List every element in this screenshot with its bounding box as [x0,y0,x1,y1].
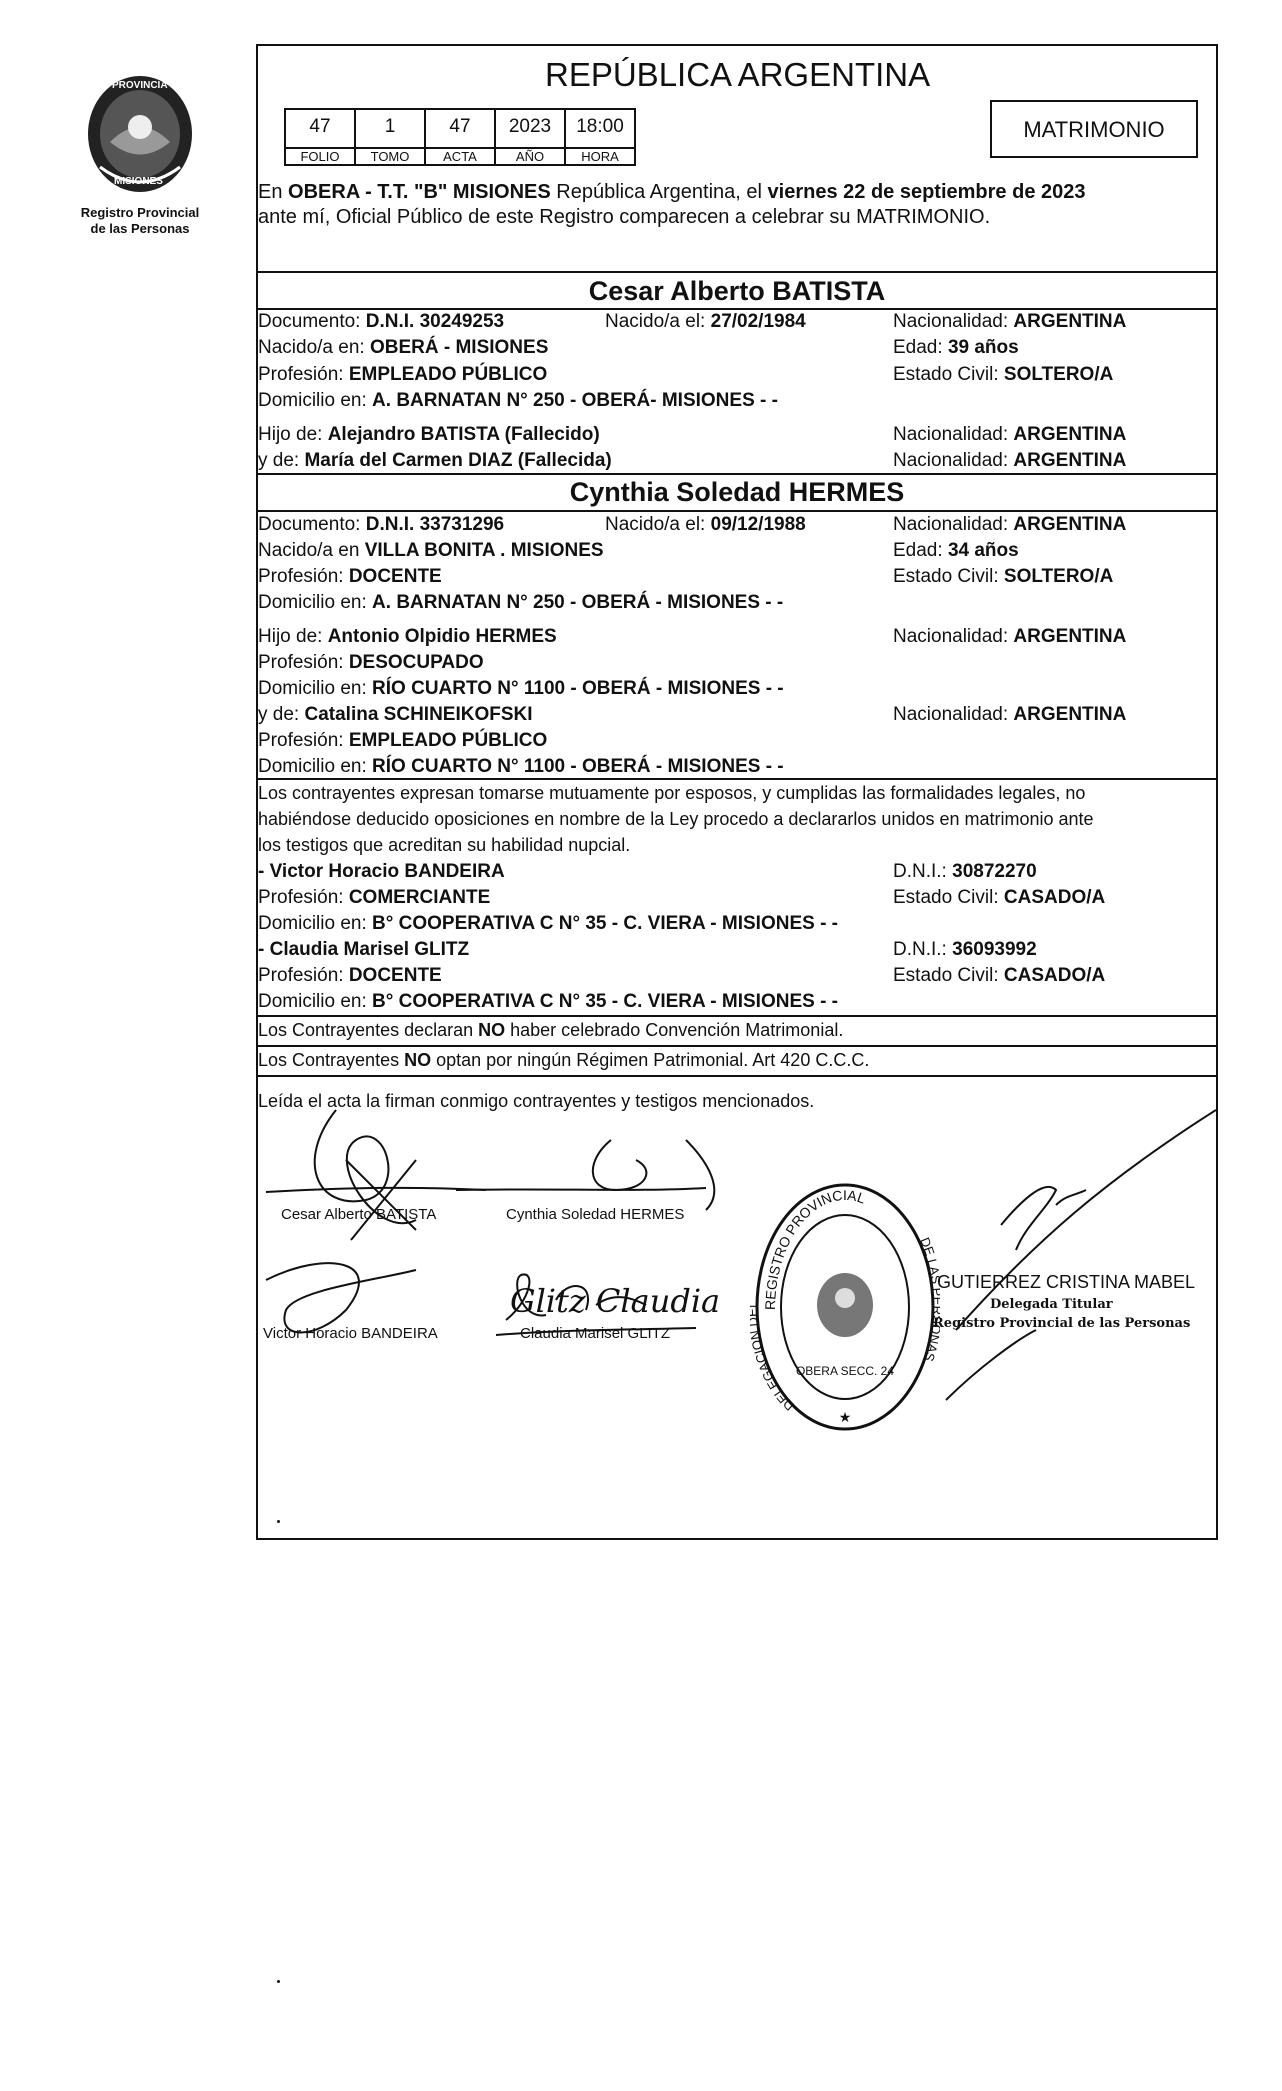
divider-notes [256,1015,1218,1017]
spouse2-mother-addr: Domicilio en: RÍO CUARTO N° 1100 - OBERÁ - MISIONES - - [258,756,784,777]
registry-caption-2: de las Personas [90,221,190,236]
witness1-addr: Domicilio en: B° COOPERATIVA C N° 35 - C. VIERA - MISIONES - - [258,913,839,934]
handwritten-signature-witness2: Glitz Claudia [510,1282,721,1320]
spouse1-mother-nat: Nacionalidad: ARGENTINA [893,450,1127,471]
svg-text:DELEGACION DEL [750,1301,797,1414]
seal-text-right: DE L AS [917,1235,940,1364]
spouse1-prof: Profesión: EMPLEADO PÚBLICO [258,364,548,385]
seal-star-icon: ★ [838,1409,852,1425]
act-type-box [990,100,1198,158]
seal-text-left: DELEGACIO [750,1338,798,1414]
spouse2-nat: Nacionalidad: ARGENTINA [893,514,1127,535]
witness2-addr: Domicilio en: B° COOPERATIVA C N° 35 - C. VIERA - MISIONES - - [258,991,839,1012]
logo-text-top: PROVINCIA [112,80,168,91]
spouse1-age: Edad: 39 años [893,337,1019,358]
witness1-name: - Victor Horacio BANDEIRA [258,861,505,882]
country-title: REPÚBLICA ARGENTINA [545,56,931,93]
divider-regime [256,1045,1218,1047]
spouse2-father-nat: Nacionalidad: ARGENTINA [893,626,1127,647]
regime-note: Los Contrayentes NO optan por ningún Régimen Patrimonial. Art 420 C.C.C. [258,1050,870,1070]
signature-label-witness2: Claudia Marisel GLITZ [520,1325,671,1342]
divider-intro [256,271,1218,273]
spouse1-name: Cesar Alberto BATISTA [588,276,886,306]
logo-text-bottom: MISIONES [114,176,163,187]
declaration-line-1: Los contrayentes expresan tomarse mutuamente por esposos, y cumplidas las formalidades legales, no [258,783,1086,803]
spouse2-father-addr: Domicilio en: RÍO CUARTO N° 1100 - OBERÁ - MISIONES - - [258,678,784,699]
spouse2-addr: Domicilio en: A. BARNATAN N° 250 - OBERÁ - MISIONES - - [258,592,784,613]
seal-text-inner: OBERA SECC. 24 [795,1364,895,1378]
spouse2-mother-nat: Nacionalidad: ARGENTINA [893,704,1127,725]
signature-scribbles [256,1100,1216,1430]
convention-note: Los Contrayentes declaran NO haber celebrado Convención Matrimonial. [258,1020,844,1040]
record-cell-folio: 47 FOLIO [284,108,356,166]
declaration-line-3: los testigos que acreditan su habilidad nupcial. [258,835,631,855]
official-seal [750,1180,940,1435]
spouse1-birthplace: Nacido/a en: OBERÁ - MISIONES [258,337,549,358]
record-cell-anio: 2023 AÑO [494,108,566,166]
record-cell-tomo: 1 TOMO [354,108,426,166]
seal-text-top: REGISTRO PROVINCIAL [761,1186,868,1311]
spouse1-nat: Nacionalidad: ARGENTINA [893,311,1127,332]
witness2-dni: D.N.I.: 36093992 [893,939,1037,960]
spouse2-age: Edad: 34 años [893,540,1019,561]
witness1-prof: Profesión: COMERCIANTE [258,887,491,908]
spouse1-civil: Estado Civil: SOLTERO/A [893,364,1114,385]
spouse1-father-nat: Nacionalidad: ARGENTINA [893,424,1127,445]
official-role: Delegada Titular [990,1297,1113,1312]
closing-note: Leída el acta la firman conmigo contrayentes y testigos mencionados. [258,1091,815,1111]
signature-label-witness1: Victor Horacio BANDEIRA [263,1325,438,1342]
spouse2-mother: y de: Catalina SCHINEIKOFSKI [258,704,533,725]
spouse2-father: Hijo de: Antonio Olpidio HERMES [258,626,557,647]
witness2-prof: Profesión: DOCENTE [258,965,442,986]
witness2-civil: Estado Civil: CASADO/A [893,965,1106,986]
svg-text:DE LAS PERSONAS [917,1235,940,1363]
spouse1-mother: y de: María del Carmen DIAZ (Fallecida) [258,450,612,471]
divider-closing [256,1075,1218,1077]
divider-spouse2-top [256,473,1218,475]
official-name: GUTIERREZ CRISTINA MABEL [937,1272,1196,1292]
spouse2-name: Cynthia Soledad HERMES [569,477,905,507]
act-type: MATRIMONIO [1023,117,1165,142]
divider-spouse2 [256,510,1218,512]
record-cell-acta: 47 ACTA [424,108,496,166]
spouse2-doc: Documento: D.N.I. 33731296 [258,514,505,535]
spouse2-birthplace: Nacido/a en VILLA BONITA . MISIONES [258,540,604,561]
registry-caption-1: Registro Provincial [80,205,200,220]
spouse2-born: Nacido/a el: 09/12/1988 [605,514,806,535]
official-org: Registro Provincial de las Personas [933,1316,1191,1331]
spouse1-father: Hijo de: Alejandro BATISTA (Fallecido) [258,424,600,445]
witness1-civil: Estado Civil: CASADO/A [893,887,1106,908]
spouse1-doc: Documento: D.N.I. 30249253 [258,311,505,332]
spouse2-prof: Profesión: DOCENTE [258,566,442,587]
spouse1-addr: Domicilio en: A. BARNATAN N° 250 - OBERÁ- MISIONES - - [258,390,778,411]
spouse2-mother-prof: Profesión: EMPLEADO PÚBLICO [258,730,548,751]
stray-dot [277,1520,280,1523]
stray-dot-bottom [277,1980,280,1983]
spouse1-born: Nacido/a el: 27/02/1984 [605,311,806,332]
registry-logo [70,72,210,197]
intro-line-2: ante mí, Oficial Público de este Registro comparecen a celebrar su MATRIMONIO. [258,206,991,228]
declaration-line-2: habiéndose deducido oposiciones en nombre de la Ley procedo a declararlos unidos en matrimonio ante [258,809,1094,829]
witness2-name: - Claudia Marisel GLITZ [258,939,470,960]
signature-label-spouse1: Cesar Alberto BATISTA [281,1206,437,1223]
signature-label-spouse2: Cynthia Soledad HERMES [506,1206,685,1223]
record-cell-hora: 18:00 HORA [564,108,636,166]
spouse2-civil: Estado Civil: SOLTERO/A [893,566,1114,587]
witness1-dni: D.N.I.: 30872270 [893,861,1037,882]
intro-line-1: En OBERA - T.T. "B" MISIONES República Argentina, el viernes 22 de septiembre de 2023 [258,181,1086,203]
spouse2-father-prof: Profesión: DESOCUPADO [258,652,484,673]
